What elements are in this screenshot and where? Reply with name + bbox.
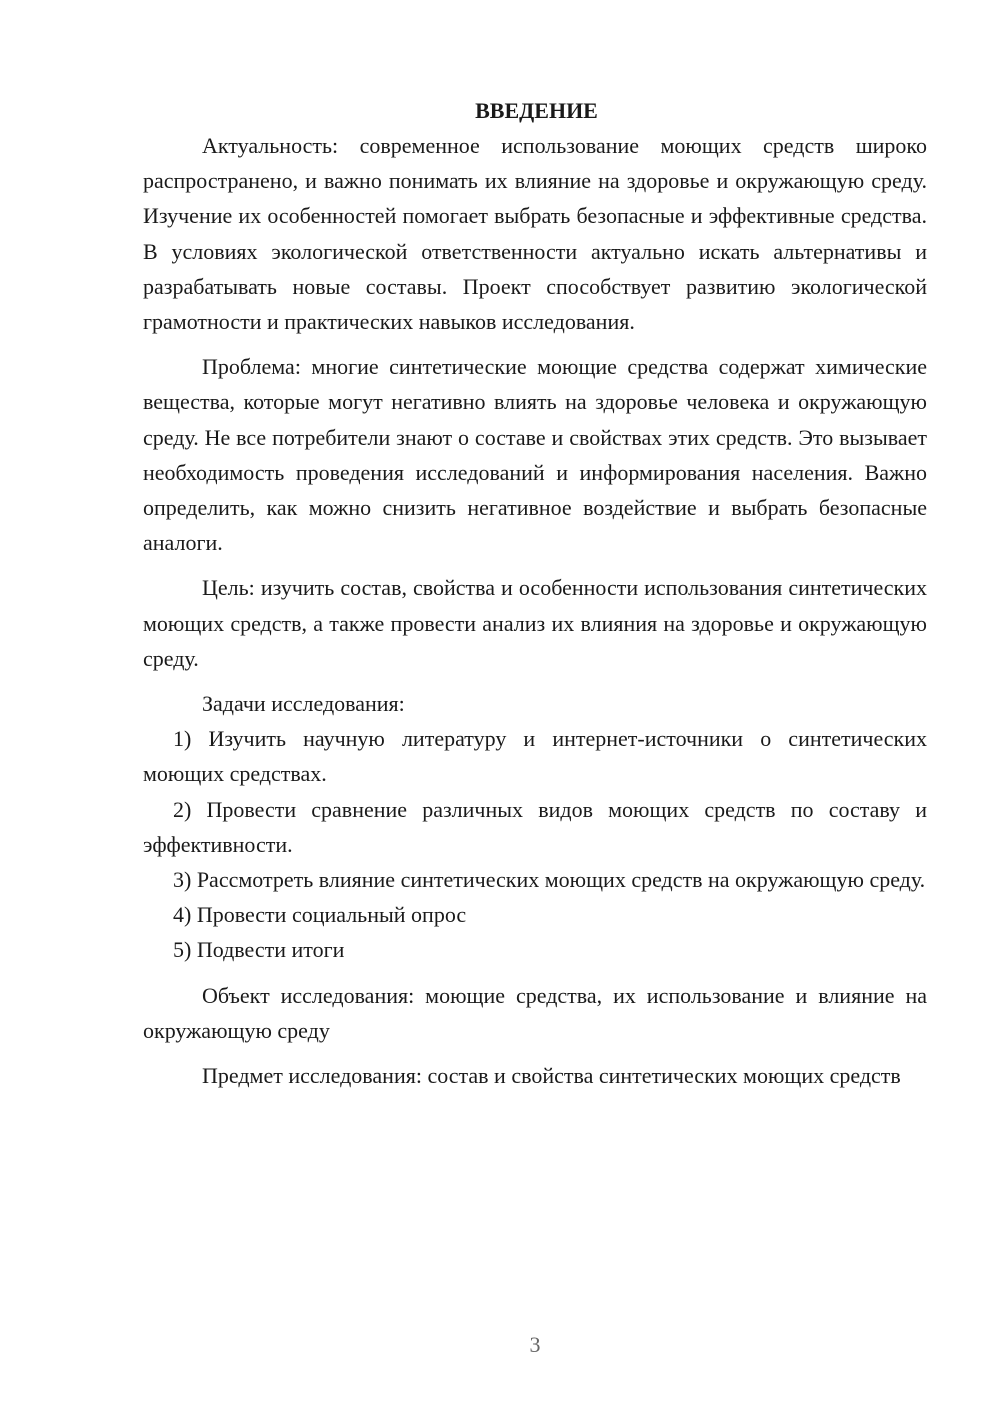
task-item-3: 3) Рассмотреть влияние синтетических моющих средств на окружающую среду. — [173, 867, 926, 893]
page-title: ВВЕДЕНИЕ — [475, 98, 598, 123]
task-item-4: 4) Провести социальный опрос — [173, 902, 467, 928]
subject-paragraph: Предмет исследования: состав и свойства синтетических моющих средств — [202, 1063, 901, 1089]
task-item-2: 2) Провести сравнение различных видов моющих средств по составу и эффективности. — [143, 796, 927, 857]
problem-paragraph: Проблема: многие синтетические моющие средства содержат химические вещества, которые могут негативно влиять на здоровье человека и окружающую среду. Не все потребители знают о составе и свойствах этих средств. Это вызывает необходимость проведения исследований и информирования населения. Важно определить, как можно снизить негативное воздействие и выбрать безопасные аналоги. — [143, 354, 927, 556]
tasks-heading: Задачи исследования: — [202, 691, 405, 717]
page-number: 3 — [529, 1332, 541, 1357]
object-paragraph: Объект исследования: моющие средства, их использование и влияние на окружающую среду — [143, 982, 927, 1043]
tasks-list — [143, 721, 927, 967]
goal-paragraph: Цель: изучить состав, свойства и особенности использования синтетических моющих средств, а также провести анализ их влияния на здоровье и окружающую среду. — [143, 575, 927, 671]
task-item-5: 5) Подвести итоги — [173, 937, 345, 963]
page-content — [143, 93, 927, 1093]
relevance-paragraph: Актуальность: современное использование моющих средств широко распространено, и важно понимать их влияние на здоровье и окружающую среду. Изучение их особенностей помогает выбрать безопасные и эффективные средства. В условиях экологической ответственности актуально искать альтернативы и разрабатывать новые составы. Проект способствует развитию экологической грамотности и практических навыков исследования. — [143, 133, 927, 335]
task-item-1: 1) Изучить научную литературу и интернет-источники о синтетических моющих средствах. — [143, 726, 927, 787]
